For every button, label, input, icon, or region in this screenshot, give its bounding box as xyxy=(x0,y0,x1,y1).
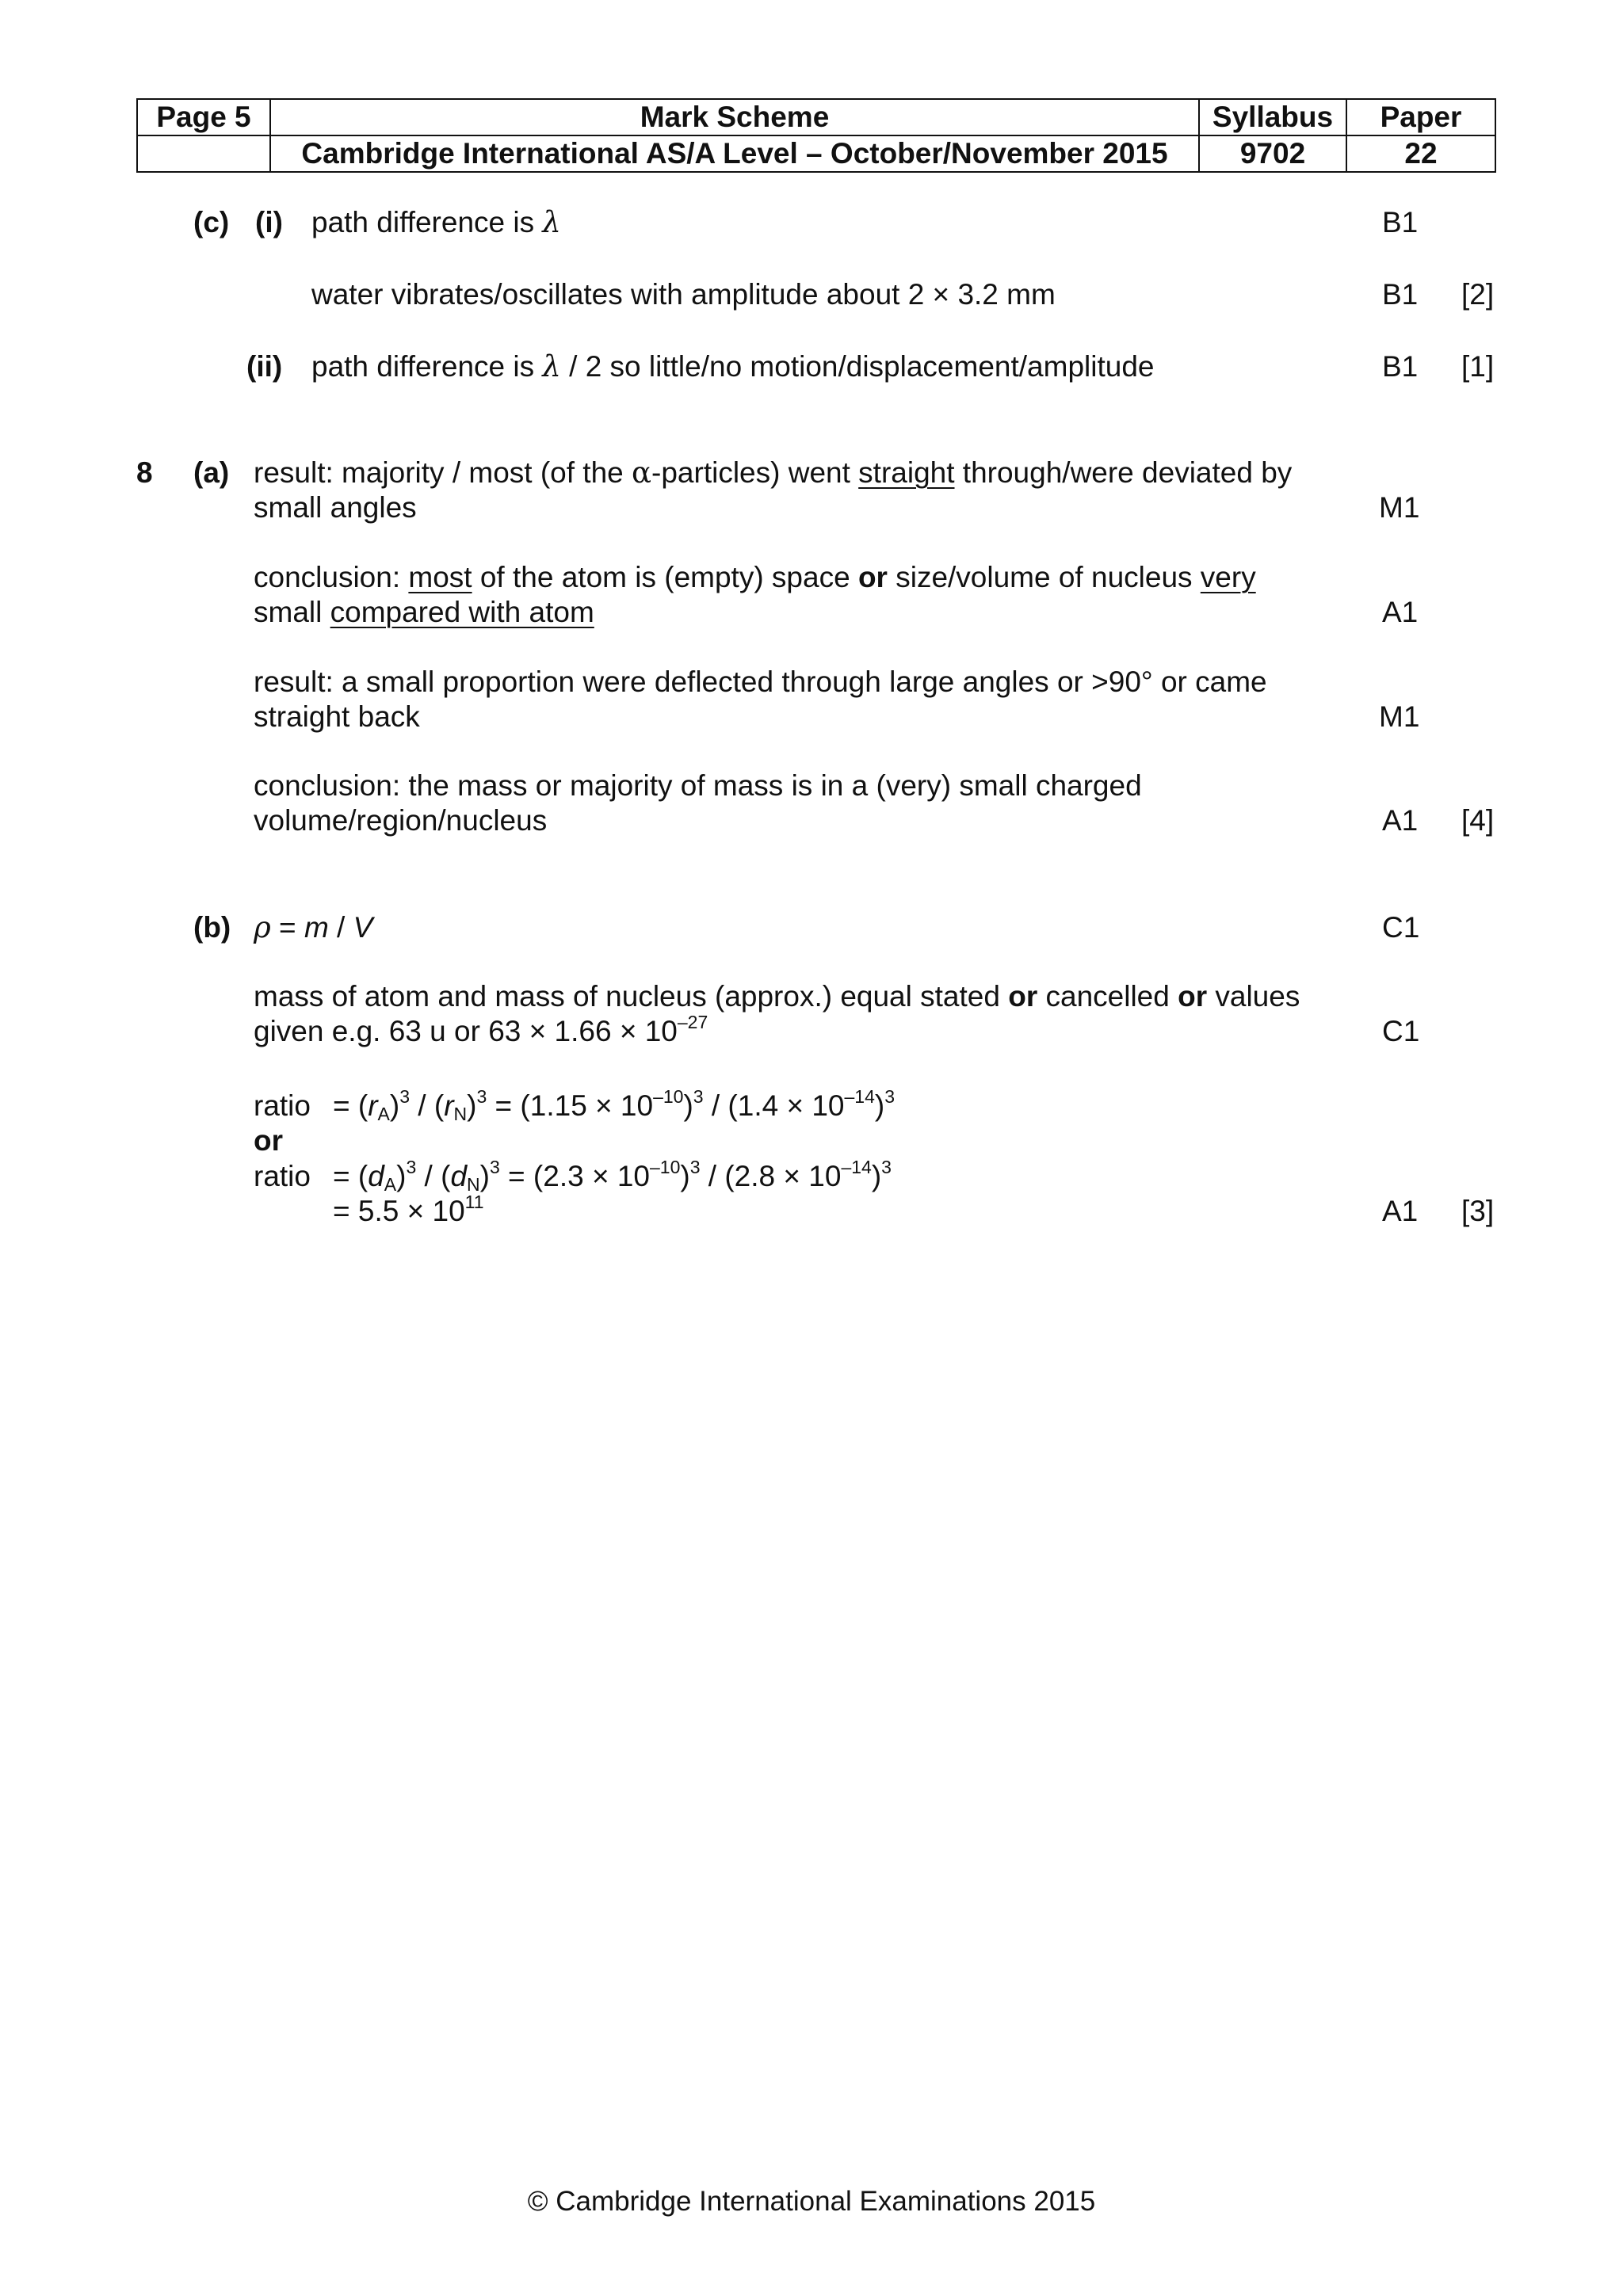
answer-text: result: majority / most (of the xyxy=(254,456,632,489)
answer-8a-conclusion2-line2: volume/region/nucleus xyxy=(254,804,548,837)
equals-sign: = xyxy=(270,911,304,944)
answer-text: size/volume of nucleus xyxy=(887,561,1201,593)
mark: B1 xyxy=(1382,206,1419,238)
copyright-footer: © Cambridge International Examinations 2015 xyxy=(527,2186,1096,2217)
answer-text: mass of atom and mass of nucleus (approx.) equal stated xyxy=(254,980,1009,1013)
total-marks: [1] xyxy=(1461,350,1495,383)
ratio-label: ratio xyxy=(254,1160,311,1192)
mark: B1 xyxy=(1382,278,1419,311)
part-c-label: (c) xyxy=(193,206,230,238)
alpha-symbol: α xyxy=(632,456,652,490)
paper-number: 22 xyxy=(1346,135,1495,172)
mark: M1 xyxy=(1379,491,1420,524)
answer-c-ii xyxy=(311,349,1154,384)
underlined-keyword: very xyxy=(1200,561,1256,593)
rho-symbol: ρ xyxy=(254,910,271,944)
header-row-2 xyxy=(137,135,1495,172)
answer-text: path difference is xyxy=(311,206,543,238)
header-row-1 xyxy=(137,99,1495,135)
paper-label: Paper xyxy=(1346,99,1495,135)
bold-keyword: or xyxy=(1178,980,1208,1013)
total-marks: [2] xyxy=(1461,278,1495,311)
exponent: 11 xyxy=(464,1192,484,1212)
blank-cell xyxy=(137,135,270,172)
answer-text: given e.g. 63 u or 63 × 1.66 × 10 xyxy=(254,1015,678,1047)
answer-text: through/were deviated by xyxy=(954,456,1293,489)
density-equation xyxy=(254,910,372,945)
answer-text: path difference is xyxy=(311,350,543,383)
answer-8a-result1-line1 xyxy=(254,456,1292,490)
mark: A1 xyxy=(1382,804,1419,837)
total-marks: [4] xyxy=(1461,804,1495,837)
sub-ii-label: (ii) xyxy=(246,350,283,383)
header-table xyxy=(136,98,1496,173)
document-type: Mark Scheme xyxy=(270,99,1199,135)
answer-c-i-line1 xyxy=(311,205,561,240)
lambda-symbol: λ xyxy=(542,349,561,383)
part-b-label: (b) xyxy=(193,911,231,944)
ratio-radius-equation: = $(r_A)^3 / (r_N)^3 = (1.15 \times 10^{-10})^3 / (1.4 \times 10^{-14})^3$ xyxy=(333,1086,896,1124)
answer-8a-conclusion1-line1 xyxy=(254,560,1256,595)
bold-keyword: or xyxy=(1008,980,1038,1013)
mark: C1 xyxy=(1382,1015,1420,1047)
page-number: Page 5 xyxy=(137,99,270,135)
sub-i-label: (i) xyxy=(255,206,283,238)
answer-8a-conclusion2-line1: conclusion: the mass or majority of mass is in a (very) small charged xyxy=(254,769,1142,802)
answer-text: conclusion: xyxy=(254,561,409,593)
total-marks: [3] xyxy=(1461,1195,1495,1227)
answer-8a-result2-line2: straight back xyxy=(254,700,420,733)
ratio-diameter-equation: = $(d_A)^3 / (d_N)^3 = (2.3 \times 10^{-10})^3 / (2.8 \times 10^{-14})^3$ xyxy=(333,1157,892,1195)
volume-variable: V xyxy=(353,911,373,944)
answer-8a-result2-line1: result: a small proportion were deflected through large angles or >90° or came xyxy=(254,666,1267,698)
answer-8a-conclusion1-line2 xyxy=(254,595,594,630)
answer-8b-mass-line1 xyxy=(254,979,1300,1014)
answer-c-i-line2: water vibrates/oscillates with amplitude about 2 × 3.2 mm xyxy=(311,278,1056,311)
answer-text: -particles) went xyxy=(651,456,859,489)
question-number: 8 xyxy=(136,456,153,489)
underlined-keyword: straight xyxy=(858,456,955,489)
divide-sign: / xyxy=(328,911,353,944)
answer-text: cancelled xyxy=(1037,980,1178,1013)
underlined-keyword: most xyxy=(408,561,472,593)
answer-text: = 5.5 × 10 xyxy=(333,1195,465,1227)
ratio-result xyxy=(333,1194,484,1229)
bold-keyword: or xyxy=(857,561,888,593)
exponent: –27 xyxy=(677,1012,708,1032)
answer-8a-result1-line2: small angles xyxy=(254,491,417,524)
underlined-keyword: compared with atom xyxy=(330,596,594,628)
answer-text: / 2 so little/no motion/displacement/amplitude xyxy=(560,350,1155,383)
mark: C1 xyxy=(1382,911,1420,944)
answer-text: of the atom is (empty) space xyxy=(472,561,858,593)
answer-8b-mass-line2 xyxy=(254,1014,708,1049)
part-a-label: (a) xyxy=(193,456,230,489)
mark: A1 xyxy=(1382,1195,1419,1227)
answer-text: small xyxy=(254,596,330,628)
lambda-symbol: λ xyxy=(542,205,561,239)
syllabus-code: 9702 xyxy=(1199,135,1346,172)
syllabus-label: Syllabus xyxy=(1199,99,1346,135)
mass-variable: m xyxy=(304,911,329,944)
mark: M1 xyxy=(1379,700,1420,733)
ratio-label: ratio xyxy=(254,1089,311,1122)
answer-text: values xyxy=(1207,980,1300,1013)
exam-title: Cambridge International AS/A Level – October/November 2015 xyxy=(270,135,1199,172)
mark: B1 xyxy=(1382,350,1419,383)
or-label: or xyxy=(254,1124,283,1157)
mark: A1 xyxy=(1382,596,1419,628)
